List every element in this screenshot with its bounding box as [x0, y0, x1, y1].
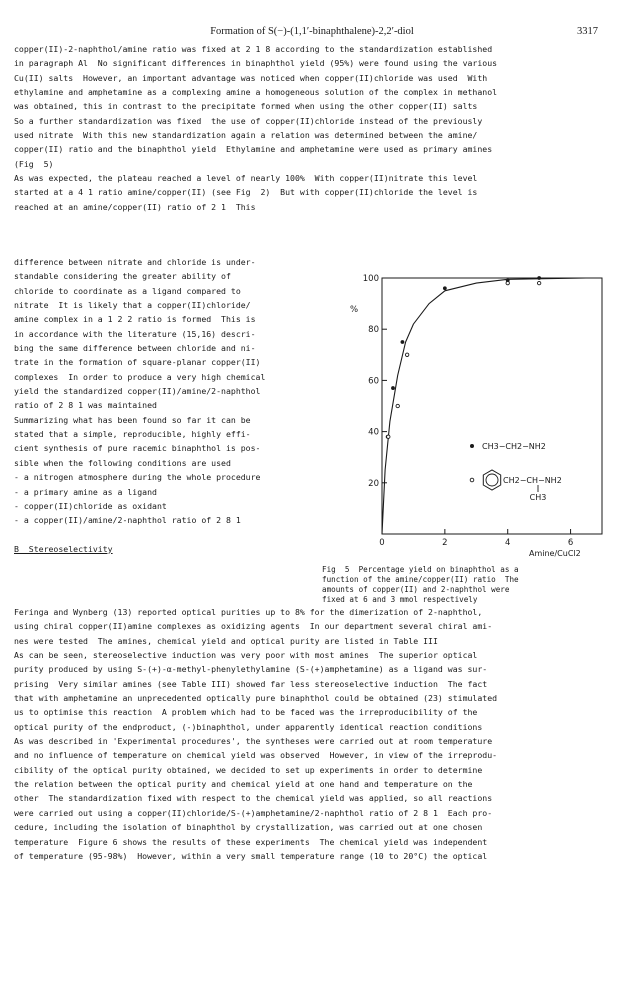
page-number: 3317	[577, 26, 598, 37]
legend-marker-ethylamine	[470, 444, 474, 448]
text-line: reached at an amine/copper(II) ratio of 2 1 This	[14, 201, 256, 212]
text-line: purity produced by using S-(+)-α-methyl-phenylethylamine (S-(+)amphetamine) as a ligand was sur-	[14, 664, 488, 675]
text-line: ethylamine and amphetamine as a complexing amine a homogeneous solution of the complex in methanol	[14, 87, 498, 98]
text-line: started at a 4 1 ratio amine/copper(II) (see Fig 2) But with copper(II)chloride the level is	[14, 187, 478, 198]
text-line: complexes In order to produce a very high chemical	[14, 371, 266, 382]
text-line: the relation between the optical purity and chemical yield at one hand and temperature on the	[14, 779, 473, 790]
text-line: copper(II)-2-naphthol/amine ratio was fixed at 2 1 8 according to the standardization established	[14, 44, 493, 54]
y-tick-label: 60	[368, 376, 379, 387]
text-line: that with amphetamine an unprecedented optically pure binaphthol could be obtained (23) stimulated	[14, 693, 498, 704]
text-line: difference between nitrate and chloride is under-	[14, 257, 256, 267]
text-line: copper(II) ratio and the binaphthol yield Ethylamine and amphetamine were used as primary amines	[14, 144, 493, 155]
text-line: - copper(II)chloride as oxidant	[14, 500, 167, 511]
data-point-ethylamine	[401, 340, 405, 344]
text-line: (Fig 5)	[14, 158, 54, 169]
yield-chart	[330, 270, 620, 570]
text-line: cient synthesis of pure racemic binaphthol is pos-	[14, 443, 261, 454]
text-line: was obtained, this in contrast to the precipitate formed when using the other copper(II) salts	[14, 101, 478, 112]
x-tick-label: 4	[505, 538, 511, 548]
text-line: Feringa and Wynberg (13) reported optical purities up to 8% for the dimerization of 2-naphthol,	[14, 607, 483, 617]
text-line: cedure, including the isolation of binaphthol by crystallization, was carried out at one chosen	[14, 822, 483, 833]
aromatic-circle-icon	[486, 474, 498, 486]
legend-label-methyl: CH3	[529, 493, 547, 502]
legend-marker-amphetamine	[470, 478, 474, 482]
text-line: - a nitrogen atmosphere during the whole procedure	[14, 472, 261, 483]
text-line: us to optimise this reaction A problem which had to be faced was the irreproducibility of the	[14, 707, 478, 718]
data-point-amphetamine	[396, 404, 399, 407]
data-point-ethylamine	[391, 386, 395, 390]
y-tick-label: 40	[368, 427, 379, 438]
caption-line: fixed at 6 and 3 mmol respectively	[322, 595, 478, 604]
figure-caption	[322, 565, 612, 605]
text-line: amine complex in a 1 2 2 ratio is formed This is	[14, 314, 256, 325]
y-tick-label: 100	[362, 274, 379, 284]
body-text-top	[14, 42, 614, 214]
data-point-amphetamine	[537, 281, 540, 284]
x-axis-label: Amine/CuCl2	[528, 549, 581, 558]
text-line: ratio of 2 8 1 was maintained	[14, 400, 157, 411]
running-title: Formation of S(−)-(1,1′-binaphthalene)-2,2′-diol	[210, 26, 414, 37]
caption-line: amounts of copper(II) and 2-naphthol were	[322, 585, 510, 594]
data-point-amphetamine	[405, 353, 408, 356]
data-point-amphetamine	[387, 435, 390, 438]
text-line: temperature Figure 6 shows the results of these experiments The chemical yield was independent	[14, 836, 488, 847]
x-tick-label: 2	[442, 538, 448, 548]
text-line: used nitrate With this new standardization again a relation was determined between the amine/	[14, 130, 478, 141]
text-line: in accordance with the literature (15,16) descri-	[14, 328, 256, 339]
text-line: Summarizing what has been found so far it can be	[14, 414, 251, 425]
text-line: yield the standardized copper(II)/amine/2-naphthol	[14, 386, 261, 397]
text-line: optical purity of the endproduct, (-)binaphthol, under apparently identical reaction conditions	[14, 721, 483, 732]
text-line: As can be seen, stereoselective induction was very poor with most amines The superior optical	[14, 650, 478, 661]
text-line: were carried out using a copper(II)chloride/S-(+)amphetamine/2-naphthol ratio of 2 8 1 Each pro-	[14, 807, 493, 818]
text-line: sible when the following conditions are used	[14, 457, 231, 468]
data-point-amphetamine	[506, 281, 509, 284]
text-line: in paragraph Al No significant differences in binaphthol yield (95%) were found using the various	[14, 58, 498, 69]
legend-label-ethylamine: CH3−CH2−NH2	[482, 442, 546, 451]
text-line: Cu(II) salts However, an important advantage was noticed when copper(II)chloride was used With	[14, 72, 488, 83]
section-heading: B Stereoselectivity	[14, 543, 113, 554]
text-line: other The standardization fixed with respect to the chemical yield was applied, so all reactions	[14, 793, 493, 804]
text-line: using chiral copper(II)amine complexes as oxidizing agents In our department several chiral ami-	[14, 621, 493, 632]
body-text-bottom	[14, 605, 614, 863]
text-line: nes were tested The amines, chemical yield and optical purity are listed in Table III	[14, 635, 438, 646]
figure-5	[330, 270, 620, 570]
x-tick-label: 0	[379, 538, 385, 548]
plot-frame	[382, 278, 602, 534]
y-tick-label: 80	[368, 325, 379, 336]
text-line: bing the same difference between chloride and ni-	[14, 343, 256, 354]
caption-line: function of the amine/copper(II) ratio The	[322, 575, 519, 584]
caption-line: Fig 5 Percentage yield on binaphthol as a	[322, 565, 519, 574]
page-header	[0, 26, 624, 42]
data-point-ethylamine	[537, 276, 541, 280]
y-tick-label: 20	[368, 478, 379, 489]
text-line: trate in the formation of square-planar copper(II)	[14, 357, 261, 368]
data-point-ethylamine	[443, 286, 447, 290]
spacer	[14, 528, 334, 542]
fit-curve	[382, 278, 586, 534]
text-line: and no influence of temperature on chemical yield was observed However, in view of the irreprodu-	[14, 750, 498, 761]
text-line: standable considering the greater ability of	[14, 271, 231, 282]
text-line: prising Very similar amines (see Table III) showed far less stereoselective induction The fact	[14, 678, 488, 689]
text-line: - a copper(II)/amine/2-naphthol ratio of 2 8 1	[14, 515, 241, 526]
legend-label-amphetamine: CH2−CH−NH2	[503, 476, 562, 485]
text-line: So a further standardization was fixed the use of copper(II)chloride instead of the previously	[14, 115, 483, 126]
text-line: of temperature (95-98%) However, within a very small temperature range (10 to 20°C) the optical	[14, 850, 488, 861]
text-line: chloride to coordinate as a ligand compared to	[14, 285, 241, 296]
text-line: stated that a simple, reproducible, highly effi-	[14, 429, 251, 440]
body-text-left	[14, 255, 334, 556]
text-line: nitrate It is likely that a copper(II)chloride/	[14, 300, 251, 311]
x-tick-label: 6	[567, 538, 574, 548]
text-line: cibility of the optical purity obtained, we decided to set up experiments in order to determine	[14, 764, 483, 775]
text-line: - a primary amine as a ligand	[14, 486, 157, 497]
text-line: As was expected, the plateau reached a level of nearly 100% With copper(II)nitrate this level	[14, 173, 478, 184]
text-line: As was described in 'Experimental procedures', the syntheses were carried out at room temperature	[14, 736, 493, 747]
y-unit-label: %	[350, 305, 359, 315]
